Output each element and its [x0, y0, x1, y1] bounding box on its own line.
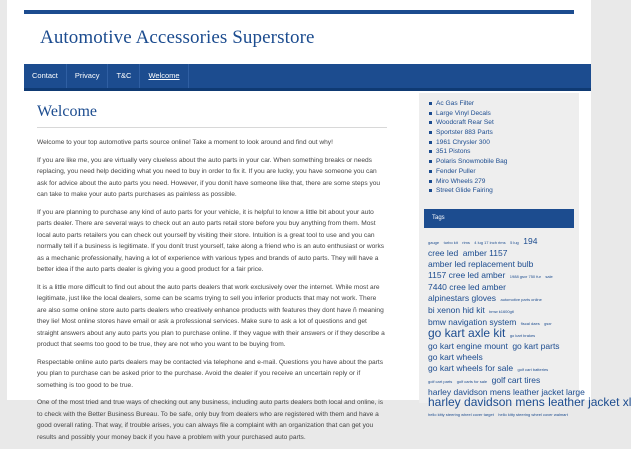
sidebar-link-label: Large Vinyl Decals [436, 109, 491, 117]
tag-link[interactable]: golf carts for sale [456, 379, 488, 384]
paragraph: If you are planning to purchase any kind of auto parts for your vehicle, it is helpful to know a little bit about your auto parts dealer. There are several ways to check out an auto parts retail store before you buy anything from them. Most local auto parts retailers you can check out yourself by visiting their store. Intuition is a great tool to use and you can normally tell if a business is legitimate. If you donít trust yourself, take along a friend who is an auto enthusiast or works as a mechanic professionally, having a lot of experience with various types and brands of auto parts. They will have a better idea if the auto parts dealer is giving you a good product for a fair price. [37, 208, 385, 273]
nav-item-welcome[interactable] [140, 64, 188, 88]
tag-link[interactable]: golf cart batteries [517, 367, 549, 372]
tag-link[interactable]: harley davidson mens leather jacket xl [428, 395, 631, 409]
tag-link[interactable]: bmw k1600gtl [489, 309, 514, 314]
sidebar-link[interactable] [427, 138, 579, 148]
tag-link[interactable]: 194 [523, 236, 538, 246]
tag-link[interactable]: alpinestars gloves [428, 293, 497, 303]
page-title: Welcome [37, 103, 98, 120]
tag-link[interactable]: go kart parts [512, 341, 560, 351]
bullet-icon [429, 160, 432, 163]
tag-link[interactable]: automotive parts online [500, 297, 542, 302]
sidebar-link[interactable] [427, 118, 579, 128]
sidebar-link[interactable] [427, 177, 579, 187]
bullet-icon [429, 131, 432, 134]
tag-link[interactable]: golf cart parts [428, 379, 453, 384]
main-content [37, 103, 387, 449]
sidebar-link[interactable] [427, 147, 579, 157]
sidebar-link-label: 1961 Chrysler 300 [436, 138, 490, 146]
sidebar [419, 93, 631, 417]
bullet-icon [429, 141, 432, 144]
bullet-icon [429, 170, 432, 173]
paragraph: One of the most tried and true ways of checking out any business, including auto parts dealers both local and online, is to check with the Better Business Bureau. To be safe, only buy from dealers who are registered with them and have a good overall rating. That way, if trouble arises, you can always file a complaint with an organization that can get you results and possibly your money back if you have a problem with your purchased auto parts. [37, 399, 384, 441]
sidebar-link[interactable] [427, 109, 579, 119]
tag-link[interactable]: gsxr [544, 321, 552, 326]
site-header [7, 14, 591, 62]
tag-link[interactable]: 1988 gsxr 750 fur [509, 274, 541, 279]
tag-link[interactable]: rims [462, 240, 470, 245]
sidebar-link-label: Woodcraft Rear Set [436, 119, 494, 127]
tag-link[interactable]: 7440 cree led amber [428, 282, 506, 292]
paragraph: Welcome to your top automotive parts source online! Take a moment to look around and find out why! [37, 139, 333, 146]
bullet-icon [429, 150, 432, 153]
sidebar-link[interactable] [427, 186, 579, 196]
tag-link[interactable]: golf cart tires [491, 375, 541, 385]
tag-link[interactable]: 1157 cree led amber [428, 270, 506, 280]
tag-link[interactable]: go kart brakes [509, 333, 536, 338]
tag-link[interactable]: fiscal daes [520, 321, 540, 326]
nav-item-privacy[interactable] [67, 64, 109, 88]
tag-link[interactable]: amber 1157 [462, 248, 508, 258]
nav-label: Welcome [148, 71, 180, 80]
sidebar-link[interactable] [427, 99, 579, 109]
tag-link[interactable]: cree led [428, 248, 459, 258]
paragraph: It is a little more difficult to find out about the auto parts dealers that work exclusively over the internet. While most are legitimate, just like the local dealers, some can be scams trying to sell you inferior products that may not work. There are also some online store auto parts dealers who creatively enhance products with features they dont have ñ meaning they lie! Most online stores have email or ask a professional services. Make sure to ask a lot of questions and get straight answers about any auto parts you plan to purchase online. If they vague with their answers or if they describe a product that seems too good to be true, they are not who you want to be buying from. [37, 283, 385, 348]
tag-link[interactable]: 4 lug 17 inch rims [474, 240, 506, 245]
tag-cloud [428, 235, 631, 419]
tag-link[interactable]: bmw navigation system [428, 317, 517, 327]
sidebar-link-label: Fender Puller [436, 167, 476, 175]
sidebar-link-list [419, 93, 579, 196]
tag-link[interactable]: bi xenon hid kit [428, 305, 485, 315]
bullet-icon [429, 112, 432, 115]
sidebar-link-label: Street Glide Fairing [436, 187, 493, 195]
tag-link[interactable]: turbo kit [443, 240, 458, 245]
main-navigation [24, 64, 591, 91]
nav-label: Contact [32, 71, 58, 80]
title-divider [37, 127, 387, 128]
tag-link[interactable]: hello kitty steering wheel cover walmart [498, 412, 568, 417]
sidebar-link-label: Ac Gas Filter [436, 100, 475, 107]
sidebar-link-label: Sportster 883 Parts [436, 129, 493, 137]
tag-link[interactable]: harley davidson mens leather jacket large [428, 387, 585, 397]
nav-item-contact[interactable] [24, 64, 67, 88]
tag-link[interactable]: amber led replacement bulb [428, 259, 534, 269]
sidebar-link-label: Miro Wheels 279 [436, 177, 486, 185]
paragraph: Respectable online auto parts dealers may be contacted via telephone and e-mail. Questions you have about the parts you plan to purchase can be asked prior to the purchase. Avoid the dealer if you receive an uncertain reply or if something is too good to be true. [37, 358, 384, 389]
nav-item-terms[interactable] [108, 64, 140, 88]
nav-label: Privacy [74, 71, 100, 80]
bullet-icon [429, 121, 432, 124]
bullet-icon [429, 189, 432, 192]
tag-link[interactable]: hello kitty steering wheel cover target [428, 412, 494, 417]
sidebar-link-label: Polaris Snowmobile Bag [436, 158, 508, 166]
tag-link[interactable]: go kart engine mount [428, 341, 508, 351]
page [7, 0, 631, 441]
tag-link[interactable]: 5 lug [510, 240, 519, 245]
bullet-icon [429, 102, 432, 105]
tags-widget-title: Tags [424, 209, 574, 228]
tag-link[interactable]: go kart wheels [428, 352, 483, 362]
tag-link[interactable]: sale [545, 274, 553, 279]
site-title[interactable]: Automotive Accessories Superstore [40, 27, 315, 48]
paragraph: If you are like me, you are virtually very clueless about the auto parts in your car. When something breaks or needs replacing, you need help deciding what you need to buy in order to fix it. If you are lucky, you have someone you can ask for advice about the auto parts you need. However, if you donít have someone like that, there are some steps you can take to make your auto parts purchases as painless as possible. [37, 156, 381, 198]
tag-link[interactable]: go kart wheels for sale [428, 363, 514, 373]
sidebar-link[interactable] [427, 128, 579, 138]
tag-link[interactable]: go kart axle kit [428, 326, 506, 340]
tag-link[interactable]: gauge [428, 240, 440, 245]
sidebar-link[interactable] [427, 167, 579, 177]
bullet-icon [429, 180, 432, 183]
sidebar-link[interactable] [427, 157, 579, 167]
nav-label: T&C [116, 71, 132, 80]
sidebar-link-label: 351 Pistons [436, 148, 471, 156]
